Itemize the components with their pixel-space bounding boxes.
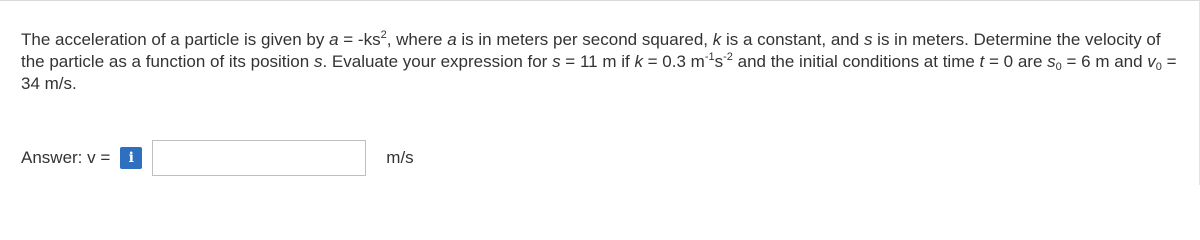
question-segment: = 34 m/s. bbox=[21, 52, 1177, 93]
question-segment: = 11 m if bbox=[560, 52, 635, 71]
question-segment: = - bbox=[338, 30, 364, 49]
question-segment: The acceleration of a particle is given by bbox=[21, 30, 330, 49]
expression-ks: ks bbox=[363, 30, 381, 49]
answer-row bbox=[21, 140, 414, 176]
variable-k: k bbox=[634, 52, 643, 71]
unit-label: m/s bbox=[386, 148, 414, 167]
exponent: -2 bbox=[723, 51, 733, 63]
variable-s0: s bbox=[1047, 52, 1056, 71]
question-segment: = 6 m and bbox=[1061, 52, 1148, 71]
variable-s: s bbox=[863, 30, 873, 49]
question-segment: . Evaluate your expression for bbox=[322, 52, 553, 71]
exponent: -1 bbox=[704, 51, 715, 63]
question-text bbox=[21, 29, 1181, 95]
answer-label: Answer: v = bbox=[21, 148, 111, 167]
question-segment: = 0 are bbox=[984, 52, 1048, 71]
variable-t: t bbox=[979, 52, 985, 71]
question-segment: and the initial conditions at time bbox=[732, 52, 980, 71]
question-segment: , where bbox=[386, 30, 448, 49]
question-segment: is in meters. Determine the velocity of the particle as a function of its position bbox=[21, 30, 1161, 71]
variable-a: a bbox=[447, 30, 457, 49]
subscript: 0 bbox=[1155, 61, 1162, 73]
subscript: 0 bbox=[1055, 61, 1062, 73]
question-segment: is in meters per second squared, bbox=[456, 30, 713, 49]
variable-a: a bbox=[329, 30, 339, 49]
variable-v0: v bbox=[1147, 52, 1156, 71]
question-segment: is a constant, and bbox=[721, 30, 864, 49]
info-icon[interactable]: i bbox=[120, 147, 142, 169]
question-segment: = 0.3 m bbox=[642, 52, 705, 71]
variable-k: k bbox=[712, 30, 722, 49]
unit-s: s bbox=[714, 52, 724, 71]
exponent: 2 bbox=[380, 29, 387, 41]
variable-s: s bbox=[552, 52, 561, 71]
answer-input[interactable] bbox=[152, 140, 366, 176]
variable-s: s bbox=[313, 52, 323, 71]
